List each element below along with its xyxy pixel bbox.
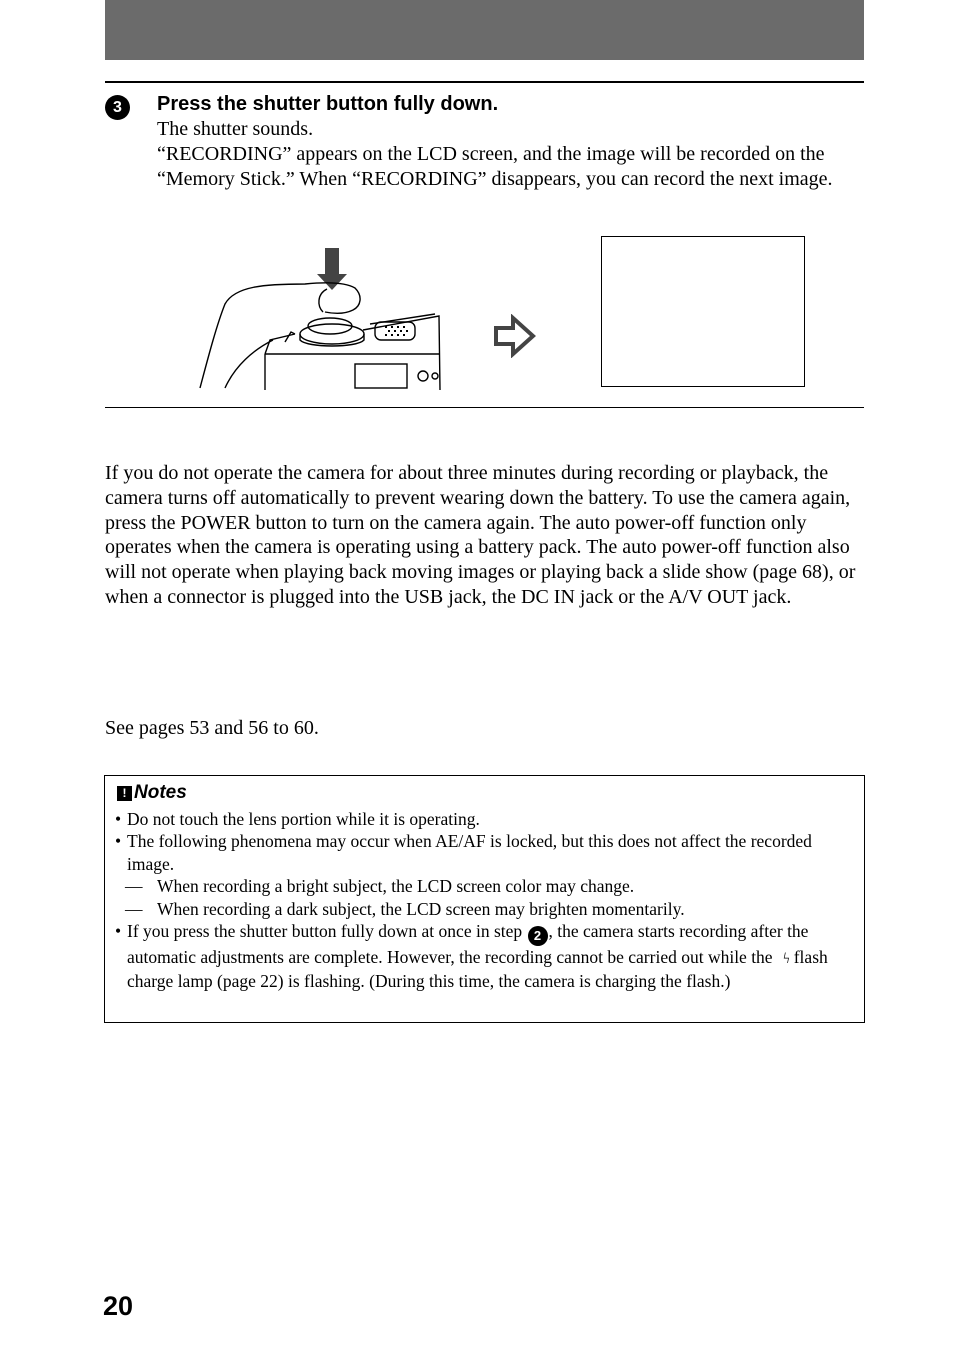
section-divider bbox=[105, 407, 864, 408]
bullet: • bbox=[115, 921, 122, 942]
see-pages-reference: See pages 53 and 56 to 60. bbox=[105, 717, 319, 739]
step-number-badge: 3 bbox=[105, 95, 130, 120]
flash-icon: ϟ bbox=[782, 951, 790, 968]
notes-list bbox=[115, 808, 855, 993]
note-item-text-part1: If you press the shutter button fully down at once in step bbox=[127, 921, 523, 942]
dash: — bbox=[125, 876, 143, 897]
page-number: 20 bbox=[103, 1291, 134, 1321]
note-item bbox=[115, 808, 855, 830]
shutter-press-illustration bbox=[195, 244, 445, 390]
note-icon: ! bbox=[117, 786, 132, 801]
step-reference-badge: 2 bbox=[528, 926, 548, 946]
top-rule bbox=[105, 81, 864, 83]
step-description bbox=[157, 117, 867, 192]
header-bar bbox=[105, 0, 864, 60]
notes-heading bbox=[117, 782, 187, 804]
notes-heading-label: Notes bbox=[134, 782, 187, 803]
step-line-2: “RECORDING” appears on the LCD screen, and the image will be recorded on the “Memory Stick.” When “RECORDING” disappears, you can record the next image. bbox=[157, 143, 833, 190]
note-subitem-text: When recording a bright subject, the LCD screen color may change. bbox=[157, 876, 635, 897]
note-item-text-part3: flash charge lamp (page 22) is flashing. (During this time, the camera is charging the flash.) bbox=[127, 947, 828, 992]
notes-box bbox=[104, 775, 865, 1023]
note-subitem-text: When recording a dark subject, the LCD screen may brighten momentarily. bbox=[157, 898, 685, 919]
step-title: Press the shutter button fully down. bbox=[157, 93, 499, 115]
note-subitem bbox=[115, 898, 855, 920]
bullet: • bbox=[115, 831, 122, 852]
arrow-right-icon bbox=[493, 314, 537, 358]
note-subitem bbox=[115, 875, 855, 897]
lcd-screen-illustration bbox=[601, 236, 805, 387]
note-item bbox=[115, 830, 855, 875]
dash: — bbox=[125, 898, 143, 919]
step-line-1: The shutter sounds. bbox=[157, 118, 314, 140]
note-item-text-part2: , the camera starts recording after the automatic adjustments are complete. However, the recording cannot be carried out while the bbox=[127, 921, 809, 968]
bullet: • bbox=[115, 809, 122, 829]
auto-power-off-paragraph: If you do not operate the camera for about three minutes during recording or playback, the camera turns off automatically to prevent wearing down the battery. To use the camera again, press the POWER button to turn on the camera again. The auto power-off function only operates when the camera is operating using a battery pack. The auto power-off function also will not operate when playing back moving images or playing back a slide show (page 68), or when a connector is plugged into the USB jack, the DC IN jack or the A/V OUT jack. bbox=[105, 462, 856, 608]
note-item-text: Do not touch the lens portion while it is operating. bbox=[127, 809, 480, 829]
note-item-text: The following phenomena may occur when AE/AF is locked, but this does not affect the recorded image. bbox=[127, 831, 812, 874]
note-item bbox=[115, 920, 855, 993]
